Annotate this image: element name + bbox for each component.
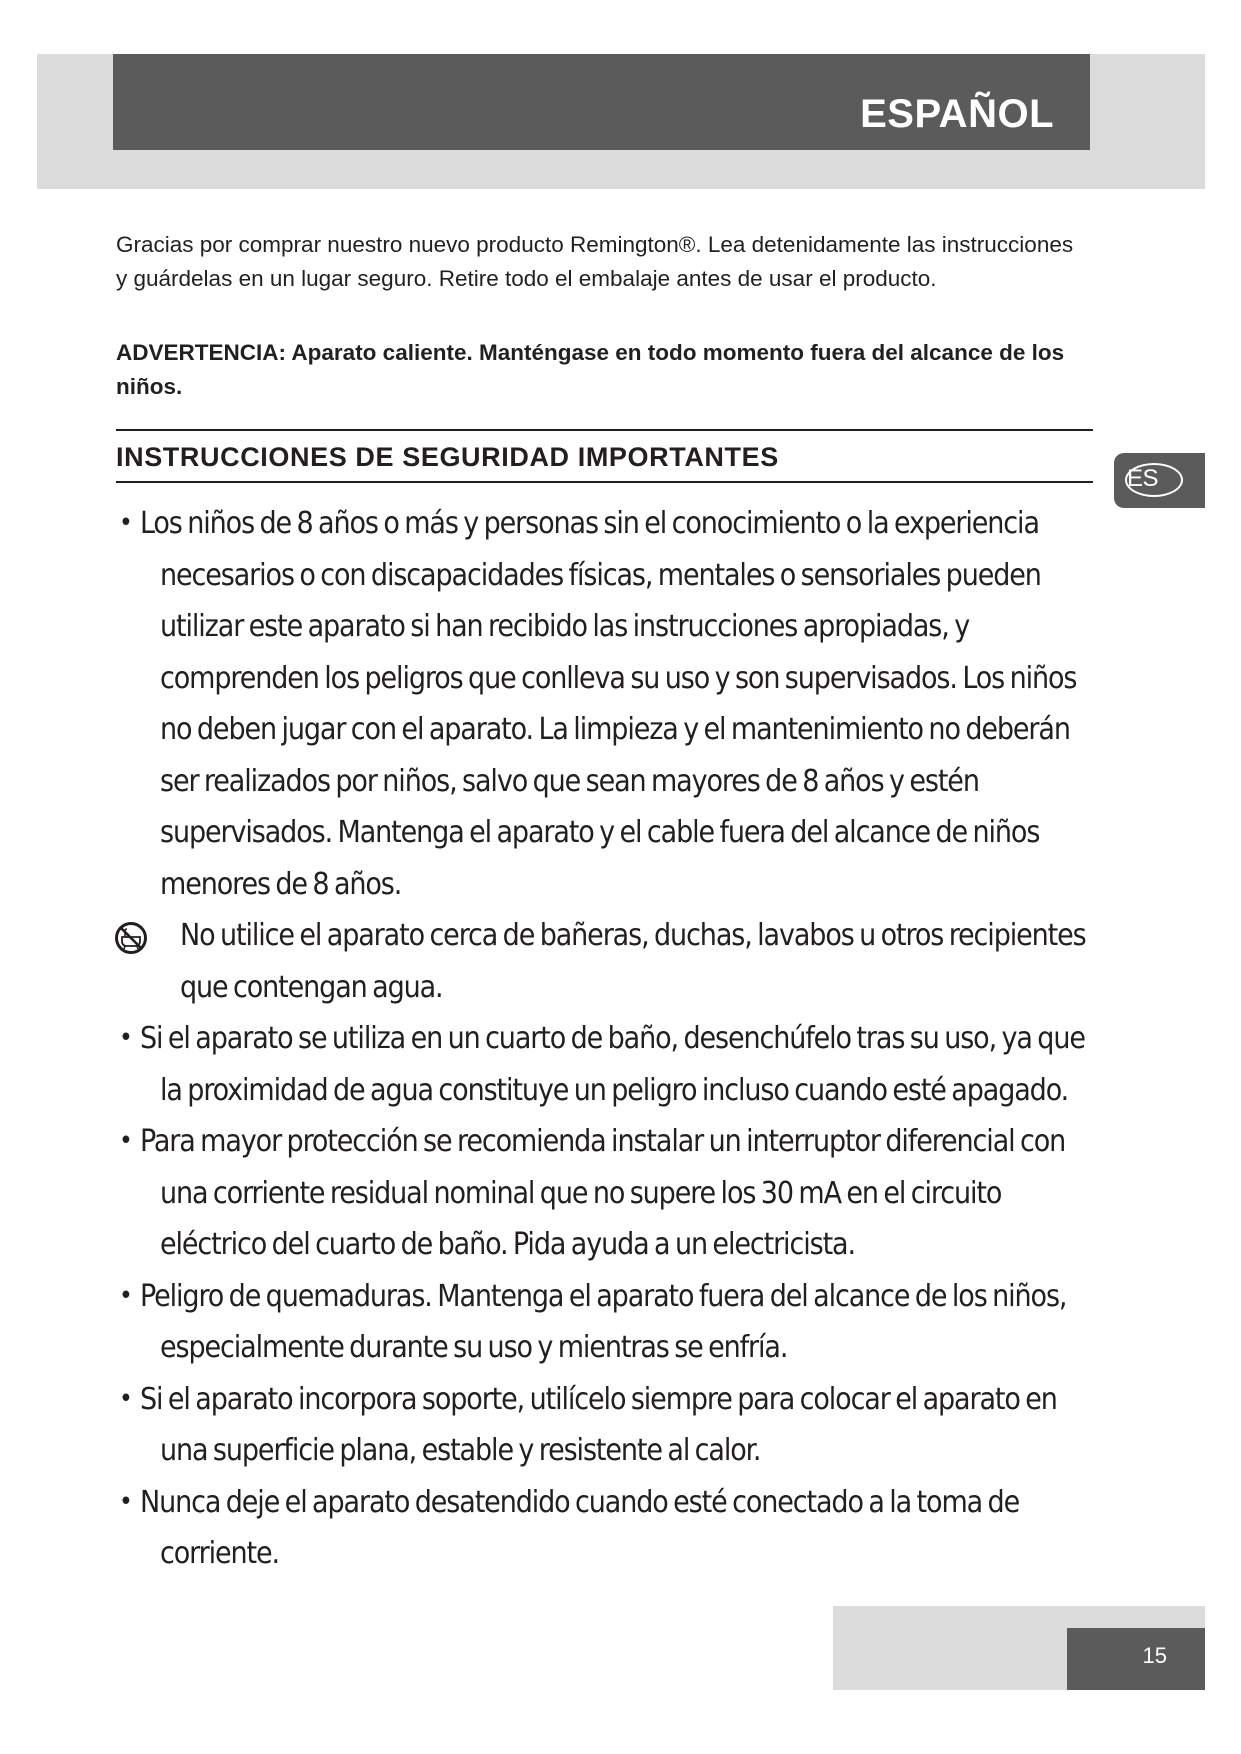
- list-item-text: No utilice el aparato cerca de bañeras, duchas, lavabos u otros recipientes que contengan agua.: [180, 918, 1086, 1005]
- bullet: •: [119, 508, 132, 538]
- list-item: [119, 1013, 1100, 1116]
- list-item: [119, 1374, 1100, 1477]
- bullet: •: [119, 1383, 132, 1414]
- page-number: 15: [1142, 1643, 1167, 1668]
- section-rule-bottom: [116, 481, 1093, 483]
- bullet: •: [119, 1280, 132, 1311]
- list-item-text: Nunca deje el aparato desatendido cuando esté conectado a la toma de corriente.: [140, 1484, 1020, 1571]
- bullet: •: [119, 1486, 132, 1517]
- list-item: [119, 1116, 1100, 1271]
- list-item: [160, 910, 1100, 1013]
- language-code: ES: [1127, 465, 1159, 492]
- safety-list: [0, 498, 1241, 1580]
- list-item: [119, 498, 1100, 910]
- section-rule-top: [116, 429, 1093, 431]
- warning-paragraph: ADVERTENCIA: Aparato caliente. Manténgase en todo momento fuera del alcance de los niños.: [116, 340, 1065, 399]
- bullet: •: [119, 1126, 132, 1156]
- page-number-box: [1067, 1628, 1205, 1690]
- list-item-text: Para mayor protección se recomienda instalar un interruptor diferencial con una corriente residual nominal que no supere los 30 mA en el circuito eléctrico del cuarto de baño. Pida ayuda a un electricista.: [140, 1124, 1066, 1262]
- list-item-text: Si el aparato incorpora soporte, utilícelo siempre para colocar el aparato en una superficie plana, estable y resistente al calor.: [140, 1381, 1057, 1468]
- intro-paragraph: Gracias por comprar nuestro nuevo producto Remington®. Lea detenidamente las instrucciones y guárdelas en un lugar seguro. Retire todo el embalaje antes de usar el producto.: [116, 232, 1074, 291]
- section-title: INSTRUCCIONES DE SEGURIDAD IMPORTANTES: [116, 442, 779, 472]
- list-item: [119, 1271, 1100, 1374]
- page-title: ESPAÑOL: [860, 92, 1054, 136]
- list-item: [119, 1477, 1100, 1580]
- list-item-text: Peligro de quemaduras. Mantenga el aparato fuera del alcance de los niños, especialmente durante su uso y mientras se enfría.: [140, 1278, 1067, 1365]
- list-item-text: Si el aparato se utiliza en un cuarto de baño, desenchúfelo tras su uso, ya que la proximidad de agua constituye un peligro incluso cuando esté apagado.: [140, 1021, 1085, 1108]
- bullet: •: [119, 1023, 132, 1053]
- no-bathtub-icon: [114, 920, 148, 954]
- header-bar: [113, 54, 1090, 150]
- list-item-text: Los niños de 8 años o más y personas sin el conocimiento o la experiencia necesarios o con discapacidades físicas, mentales o sensoriales pueden utilizar este aparato si han recibido las instrucciones apropiadas, y comprenden los peligros que conlleva su uso y son supervisados. Los niños no deben jugar con el aparato. La limpieza y el mantenimiento no deberán ser realizados por niños, salvo que sean mayores de 8 años y estén supervisados. Mantenga el aparato y el cable fuera del alcance de niños menores de 8 años.: [140, 506, 1077, 902]
